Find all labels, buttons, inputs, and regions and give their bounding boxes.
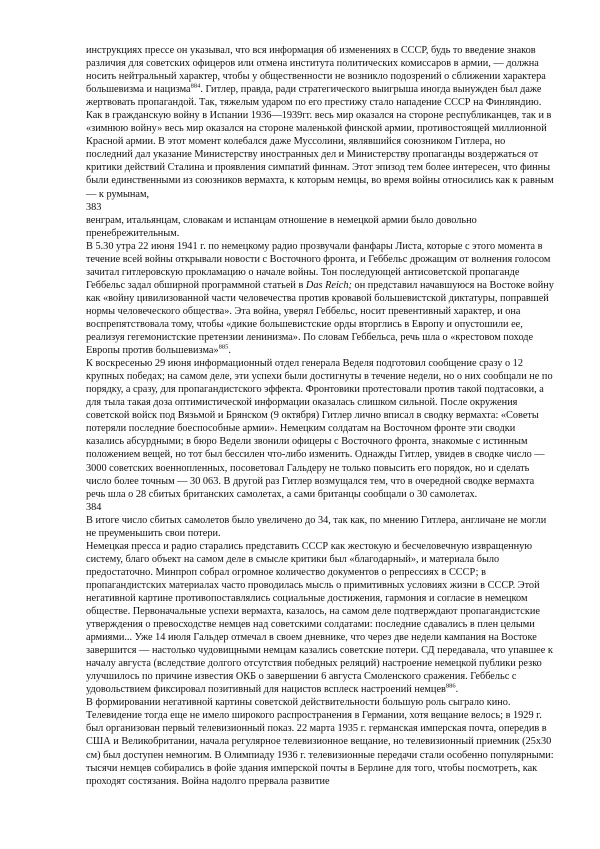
paragraph-text: .	[228, 345, 231, 357]
page-number: 383	[86, 201, 102, 213]
page-number: 384	[86, 501, 102, 513]
footnote-ref[interactable]: 886	[445, 682, 456, 690]
publication-title: Das Reich;	[305, 279, 352, 291]
paragraph-text: Немецкая пресса и радио старались представить СССР как жестокую и бесчеловечную извращенную систему, благо объект на самом деле в смысле критики был «благодарный», и материала было предостаточно. Минпроп собрал огромное количество документов о репрессиях в СССР; в пропагандистских материалах часто проводилась мысль о примитивных условиях жизни в СССР. Этой негативной картине противопоставлялись социальные достижения, гармония и согласие в немецком обществе. Первоначальные успехи вермахта, казалось, на самом деле подтверждают пропагандистские утверждения о превосходстве немцев над советскими солдатами: последние сдавались в плен целыми армиями... Уже 14 июля Гальдер отмечал в своем дневнике, что через две недели кампания на Востоке завершится — настолько чудовищными немцам казались советские потери. СД передавала, что упавшее к началу августа (вследствие долгого отсутствия победных реляций) настроение немецкой публики резко улучшилось по причине известия ОКБ о завершении 6 августа Смоленского сражения. Геббельс с удовольствием фиксировал позитивный для нацистов всплеск настроений немцев	[86, 540, 553, 696]
paragraph-5: В итоге число сбитых самолетов было увеличено до 34, так как, по мнению Гитлера, англичане не могли не преуменьшить свои потери.	[86, 514, 547, 539]
paragraph-1	[86, 44, 554, 201]
paragraph-4: К воскресенью 29 июня информационный отдел генерала Веделя подготовил сообщение сразу о 12 крупных победах; на самом деле, эти успехи были достигнуты в течение недели, но о них сообщали не по порядку, а сразу, для пропагандистского эффекта. Фронтовики протестовали против такой подтасовки, а для тыла такая доза оптимистической информации оказалась слишком сильной. После окружения советской войск под Вязьмой и Брянском (9 октября) Гитлер лично вписал в сводку вермахта: «Советы потеряли последние боеспособные армии». Немецким солдатам на Восточном фронте эти сводки казались абсурдными; в бюро Ведели звонили офицеры с Восточного фронта, знакомые с истинным положением вещей, но тот был бессилен что-либо изменить. Однажды Гитлер, увидев в сводке число — 3000 советских военнопленных, посоветовал Гальдеру не только повысить его порядок, но и сделать число более точным — 30 063. В другой раз Гитлер возмущался тем, что в очередной сводке вермахта речь шла о 28 сбитых британских самолетах, а сами британцы сообщали о 30 самолетах.	[86, 358, 553, 500]
paragraph-text: инструкциях прессе он указывал, что вся информация об изменениях в СССР, будь то введение знаков различия для советских офицеров или отмена института политических комиссаров в армии, — должна носить нейтральный характер, чтобы у общественности не возникло подозрений о сближении характера большевизма и нацизма	[86, 45, 546, 96]
footnote-ref[interactable]: 885	[218, 343, 229, 351]
paragraph-6	[86, 540, 554, 697]
paragraph-2: венграм, итальянцам, словакам и испанцам отношение в немецкой армии было довольно пренебрежительным.	[86, 214, 477, 239]
paragraph-7: В формировании негативной картины советской действительности большую роль сыграло кино. Телевидение тогда еще не имело широкого распространения в Германии, хотя вещание велось; в 1929 г. был организован первый телевизионный показ. 22 марта 1935 г. германская имперская почта, опередив в США и Великобритании, начала регулярное телевизионное вещание, но телевизионный приемник (25x30 см) был доступен немногим. В Олимпиаду 1936 г. телевизионные передачи стали особенно популярными: тысячи немцев собирались в фойе здания имперской почты в Берлине для того, чтобы посмотреть, как проходят состязания. Война надолго прервала развитие	[86, 697, 554, 787]
paragraph-text: В 5.30 утра 22 июня 1941 г. по немецкому радио прозвучали фанфары Листа, которые с этого момента в течение всей войны открывали новости с Восточного фронта, и Геббельс дрожащим от волнения голосом зачитал гитлеровскую прокламацию о начале войны. Тон последующей антисоветской пропаганде Геббельс задал обширной программной статьей в	[86, 240, 551, 291]
paragraph-text: он представил начавшуюся на Востоке войну как «войну цивилизованной части человечества против кровавой большевистской диктатуры, поправшей нормы человеческого общества». Эта война, уверял Геббельс, носит превентивный характер, и она воспрепятствовала тому, чтобы «дикие большевистские орды вторглись в Европу и опустошили ее, реализуя гегемонистские претензии ленинизма». По словам Геббельса, речь шла о «крестовом походе Европы против большевизма»	[86, 279, 554, 357]
paragraph-text: .	[455, 684, 459, 696]
paragraph-text: . Гитлер, правда, ради стратегического выигрыша иногда вынужден был даже жертвовать пропагандой. Так, тяжелым ударом по его престижу стало нападение СССР на Финляндию. Как в гражданскую войну в Испании 1936—1939гг. весь мир оказался на стороне республиканцев, так и в «зимнюю войну» весь мир оказался на стороне маленькой финской армии, противостоящей миллионной Красной армии. В этот момент колебался даже Муссолини, являвшийся союзником Гитлера, но последний дал указание Министерству иностранных дел и Министерству пропаганды воздержаться от критики действий Сталина и проявления симпатий финнам. Этот эпизод тем более интересен, что финны были единственными из союзников вермахта, к которым немцы, во время войны относились как к равным — к румынам,	[86, 84, 554, 200]
paragraph-3	[86, 240, 554, 357]
footnote-ref[interactable]: 884	[190, 82, 201, 90]
document-page	[86, 44, 554, 788]
